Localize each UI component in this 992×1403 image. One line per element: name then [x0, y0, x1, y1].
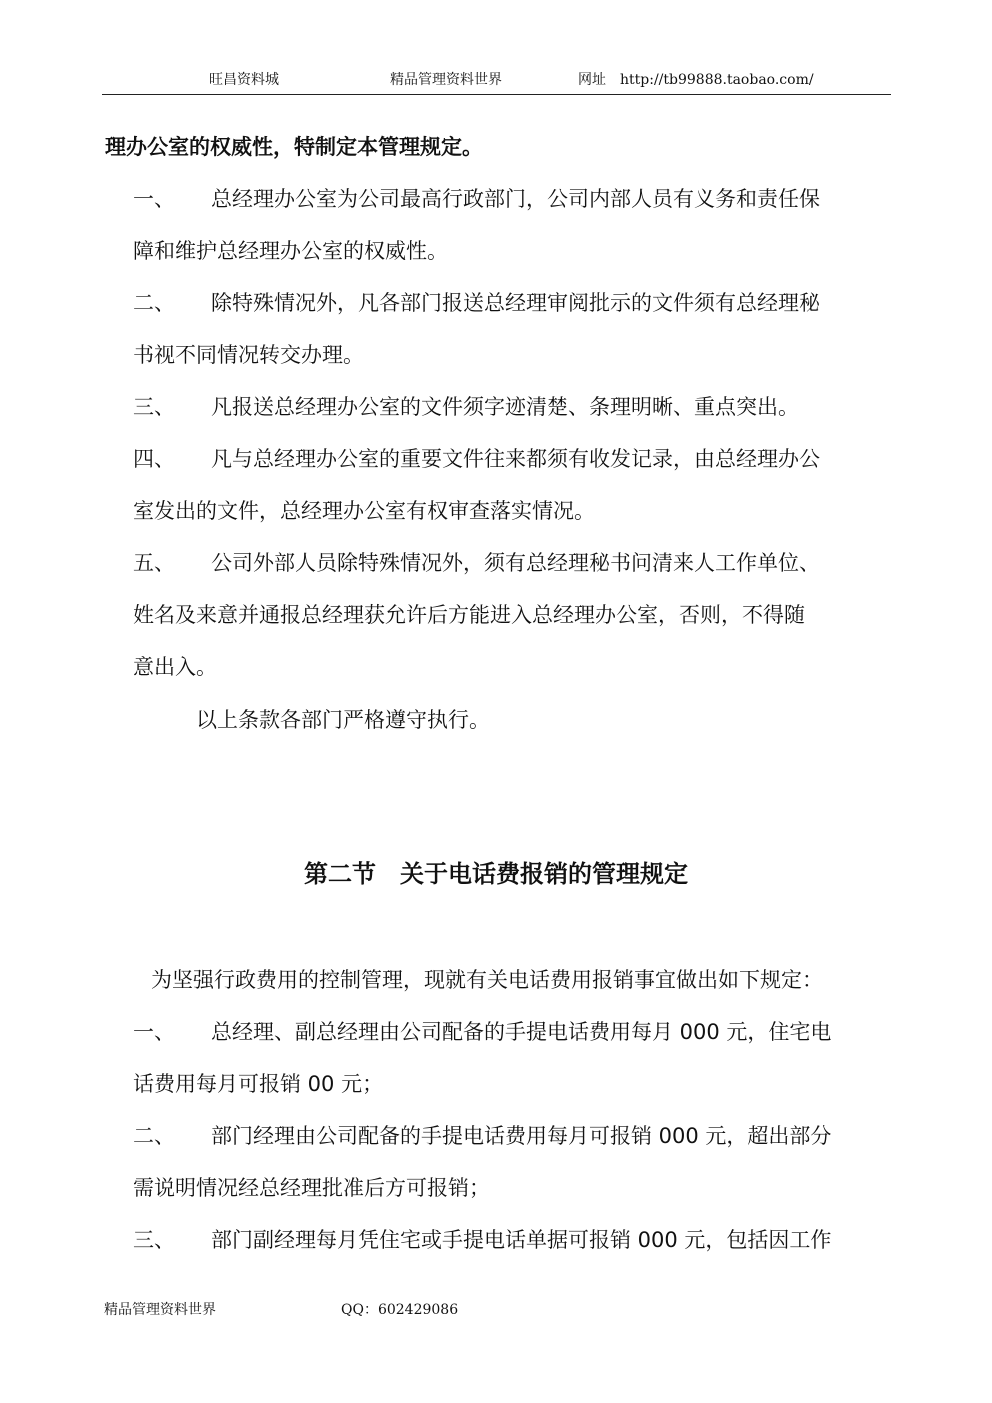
clause-number: 四、	[133, 447, 175, 471]
clause-text: 意出入。	[133, 655, 217, 679]
clause-text: 总经理、副总经理由公司配备的手提电话费用每月 000 元，住宅电	[211, 1020, 832, 1044]
footer-qq: QQ：602429086	[341, 1302, 459, 1318]
clause-text: 总经理办公室为公司最高行政部门，公司内部人员有义务和责任保	[211, 187, 820, 211]
clause-text: 除特殊情况外，凡各部门报送总经理审阅批示的文件须有总经理秘	[211, 291, 820, 315]
clause-number: 三、	[133, 1228, 175, 1252]
clause-text: 凡与总经理办公室的重要文件往来都须有收发记录，由总经理办公	[211, 447, 820, 471]
clause-text: 姓名及来意并通报总经理获允许后方能进入总经理办公室，否则，不得随	[133, 603, 805, 627]
section-title: 第二节 关于电话费报销的管理规定	[304, 860, 688, 888]
footer-tagline: 精品管理资料世界	[104, 1302, 216, 1318]
header-tagline: 精品管理资料世界	[390, 72, 502, 88]
clause-text: 障和维护总经理办公室的权威性。	[133, 239, 448, 263]
clause-number: 一、	[133, 187, 175, 211]
clause-text: 凡报送总经理办公室的文件须字迹清楚、条理明晰、重点突出。	[211, 395, 799, 419]
page-header	[102, 70, 891, 95]
clause-number: 二、	[133, 291, 175, 315]
clause-text: 需说明情况经总经理批准后方可报销；	[133, 1176, 490, 1200]
clause-number: 三、	[133, 395, 175, 419]
clause-text: 室发出的文件，总经理办公室有权审查落实情况。	[133, 499, 595, 523]
clause-number: 五、	[133, 551, 175, 575]
clause-text: 书视不同情况转交办理。	[133, 343, 364, 367]
header-url: 网址 http://tb99888.taobao.com/	[578, 72, 814, 88]
clause-text: 话费用每月可报销 00 元；	[133, 1072, 384, 1096]
closing-text: 以上条款各部门严格遵守执行。	[196, 708, 490, 732]
clause-text: 部门经理由公司配备的手提电话费用每月可报销 000 元，超出部分	[211, 1124, 832, 1148]
clause-number: 二、	[133, 1124, 175, 1148]
clause-number: 一、	[133, 1020, 175, 1044]
section2-intro-text: 为坚强行政费用的控制管理，现就有关电话费用报销事宜做出如下规定：	[151, 968, 823, 992]
header-shop-name: 旺昌资料城	[209, 72, 279, 88]
clause-text: 部门副经理每月凭住宅或手提电话单据可报销 000 元，包括因工作	[211, 1228, 832, 1252]
intro-continuation: 理办公室的权威性，特制定本管理规定。	[105, 135, 483, 159]
clause-text: 公司外部人员除特殊情况外，须有总经理秘书问清来人工作单位、	[211, 551, 820, 575]
